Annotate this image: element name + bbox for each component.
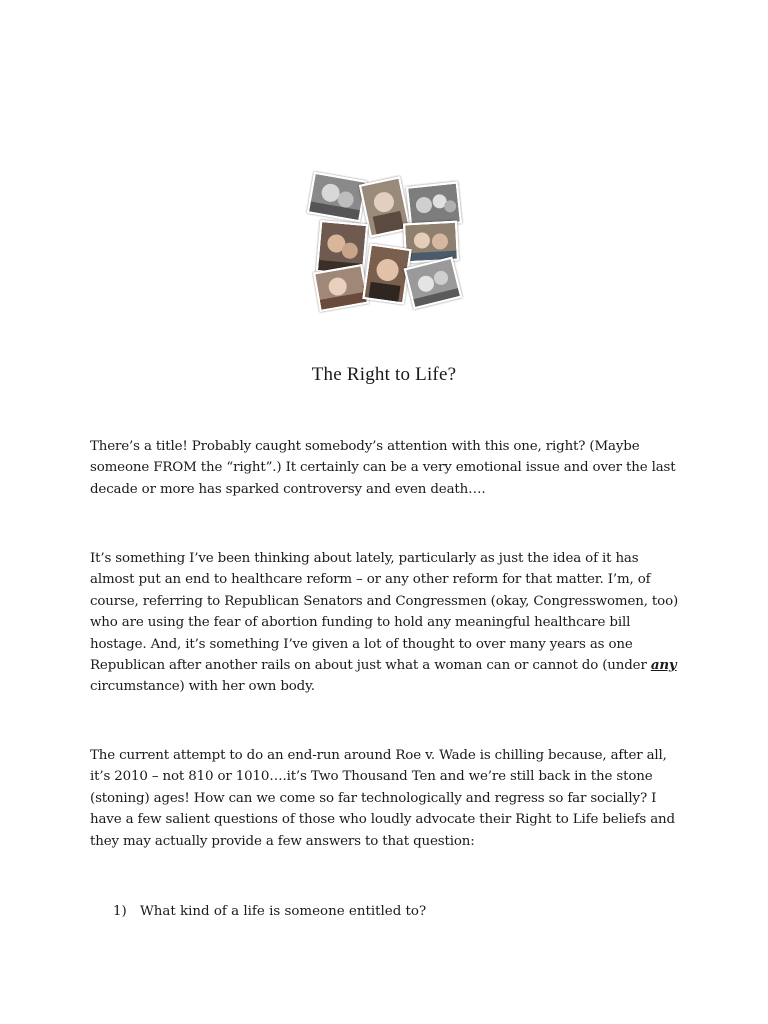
paragraph-2 xyxy=(90,548,690,698)
document-title: The Right to Life? xyxy=(311,364,457,385)
paragraph-line: who are using the fear of abortion funding to hold any meaningful healthcare bill xyxy=(90,615,631,631)
photo-collage xyxy=(304,170,464,310)
paragraph-line: have a few salient questions of those who loudly advocate their Right to Life beliefs and xyxy=(90,812,675,828)
paragraph-1 xyxy=(90,436,690,500)
paragraph-line-text: Republican after another rails on about just what a woman can or cannot do (under xyxy=(90,658,651,674)
paragraph-line: hostage. And, it’s something I’ve given a lot of thought to over many years as one xyxy=(90,636,633,652)
paragraph-line: There’s a title! Probably caught somebody’s attention with this one, right? (Maybe xyxy=(90,439,640,454)
collage-photo-6 xyxy=(313,264,369,312)
paragraph-3 xyxy=(90,745,690,852)
list-item-number: 1) xyxy=(113,904,127,919)
paragraph-line: circumstance) with her own body. xyxy=(90,679,315,695)
paragraph-line: The current attempt to do an end-run around Roe v. Wade is chilling because, after all, xyxy=(90,748,667,763)
paragraph-line: it’s 2010 – not 810 or 1010….it’s Two Thousand Ten and we’re still back in the stone xyxy=(90,769,653,785)
list-item xyxy=(113,901,426,922)
paragraph-line: It’s something I’ve been thinking about lately, particularly as just the idea of it has xyxy=(90,551,639,566)
list-item-text: What kind of a life is someone entitled to? xyxy=(140,904,427,919)
paragraph-line: course, referring to Republican Senators and Congressmen (okay, Congresswomen, too) xyxy=(90,593,679,609)
paragraph-line: someone FROM the “right”.) It certainly can be a very emotional issue and over the last xyxy=(90,460,676,476)
paragraph-line: (stoning) ages! How can we come so far technologically and regress so far socially? I xyxy=(90,790,657,806)
paragraph-line xyxy=(90,655,690,676)
emphasized-word: any xyxy=(650,657,677,674)
paragraph-line: decade or more has sparked controversy and even death…. xyxy=(90,481,486,497)
paragraph-line: they may actually provide a few answers to that question: xyxy=(90,833,475,849)
paragraph-line: almost put an end to healthcare reform – or any other reform for that matter. I’m, of xyxy=(90,572,651,588)
collage-photo-1 xyxy=(307,172,367,223)
collage-photo-8 xyxy=(404,257,463,310)
